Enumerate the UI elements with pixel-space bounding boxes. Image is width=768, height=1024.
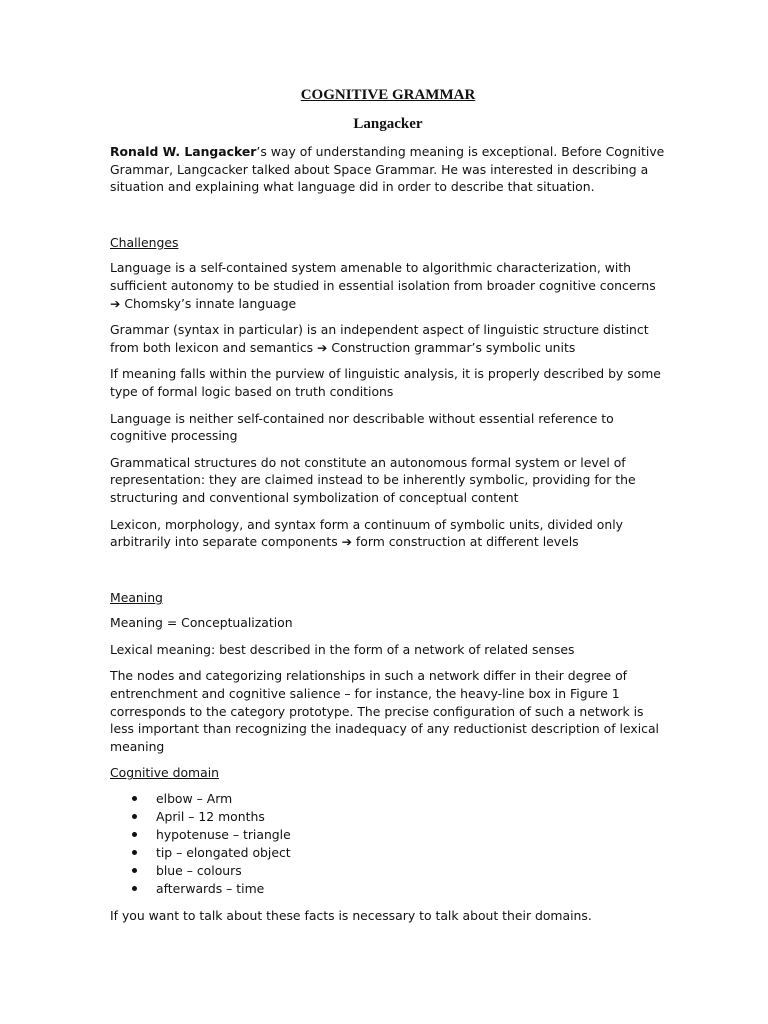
list-item: hypotenuse – triangle	[110, 826, 666, 844]
meaning-paragraph: Lexical meaning: best described in the form of a network of related senses	[110, 641, 575, 657]
intro-paragraph	[110, 143, 666, 196]
bullet-icon	[132, 796, 137, 801]
meaning-paragraph: Meaning = Conceptualization	[110, 615, 293, 631]
document-title: COGNITIVE GRAMMAR	[300, 87, 476, 103]
closing-paragraph: If you want to talk about these facts is necessary to talk about their domains.	[110, 908, 592, 924]
bullet-icon	[132, 832, 137, 837]
author-name: Ronald W. Langacker	[110, 144, 257, 159]
bullet-icon	[132, 868, 137, 873]
document-page	[110, 84, 666, 934]
challenges-paragraph: Lexicon, morphology, and syntax form a continuum of symbolic units, divided only arbitrarily into separate components ➔ form construction at different levels	[110, 516, 623, 550]
challenges-paragraph: If meaning falls within the purview of linguistic analysis, it is properly described by some type of formal logic based on truth conditions	[110, 366, 661, 399]
bullet-icon	[132, 814, 137, 819]
list-item: blue – colours	[110, 862, 666, 880]
challenges-paragraph: Language is neither self-contained nor describable without essential reference to cognitive processing	[110, 410, 614, 444]
list-item: elbow – Arm	[110, 790, 666, 808]
list-item: April – 12 months	[110, 808, 666, 826]
meaning-heading: Meaning	[110, 589, 163, 605]
cognitive-domain-list	[110, 790, 666, 898]
challenges-heading: Challenges	[110, 234, 179, 250]
challenges-paragraph: Language is a self-contained system amenable to algorithmic characterization, with sufficient autonomy to be studied in essential isolation from broader cognitive concerns ➔ Chomsky’s innate language	[110, 260, 656, 311]
bullet-icon	[132, 886, 137, 891]
bullet-icon	[132, 850, 137, 855]
list-item: tip – elongated object	[110, 844, 666, 862]
challenges-paragraph: Grammar (syntax in particular) is an independent aspect of linguistic structure distinct from both lexicon and semantics ➔ Construction grammar’s symbolic units	[110, 322, 649, 355]
document-subtitle: Langacker	[353, 116, 423, 132]
meaning-paragraph: The nodes and categorizing relationships in such a network differ in their degree of entrenchment and cognitive salience – for instance, the heavy-line box in Figure 1 corresponds to the category prototype. The precise configuration of such a network is less important than recognizing the inadequacy of any reductionist description of lexical meaning	[110, 668, 659, 754]
challenges-paragraph: Grammatical structures do not constitute an autonomous formal system or level of representation: they are claimed instead to be inherently symbolic, providing for the structuring and conventional symbolization of conceptual content	[110, 454, 636, 505]
intro-text: ’s way of understanding meaning is exceptional. Before Cognitive Grammar, Langcacker talked about Space Grammar. He was interested in describing a situation and explaining what language did in order to describe that situation.	[110, 144, 665, 195]
list-item: afterwards – time	[110, 880, 666, 898]
cognitive-domain-heading: Cognitive domain	[110, 765, 219, 781]
